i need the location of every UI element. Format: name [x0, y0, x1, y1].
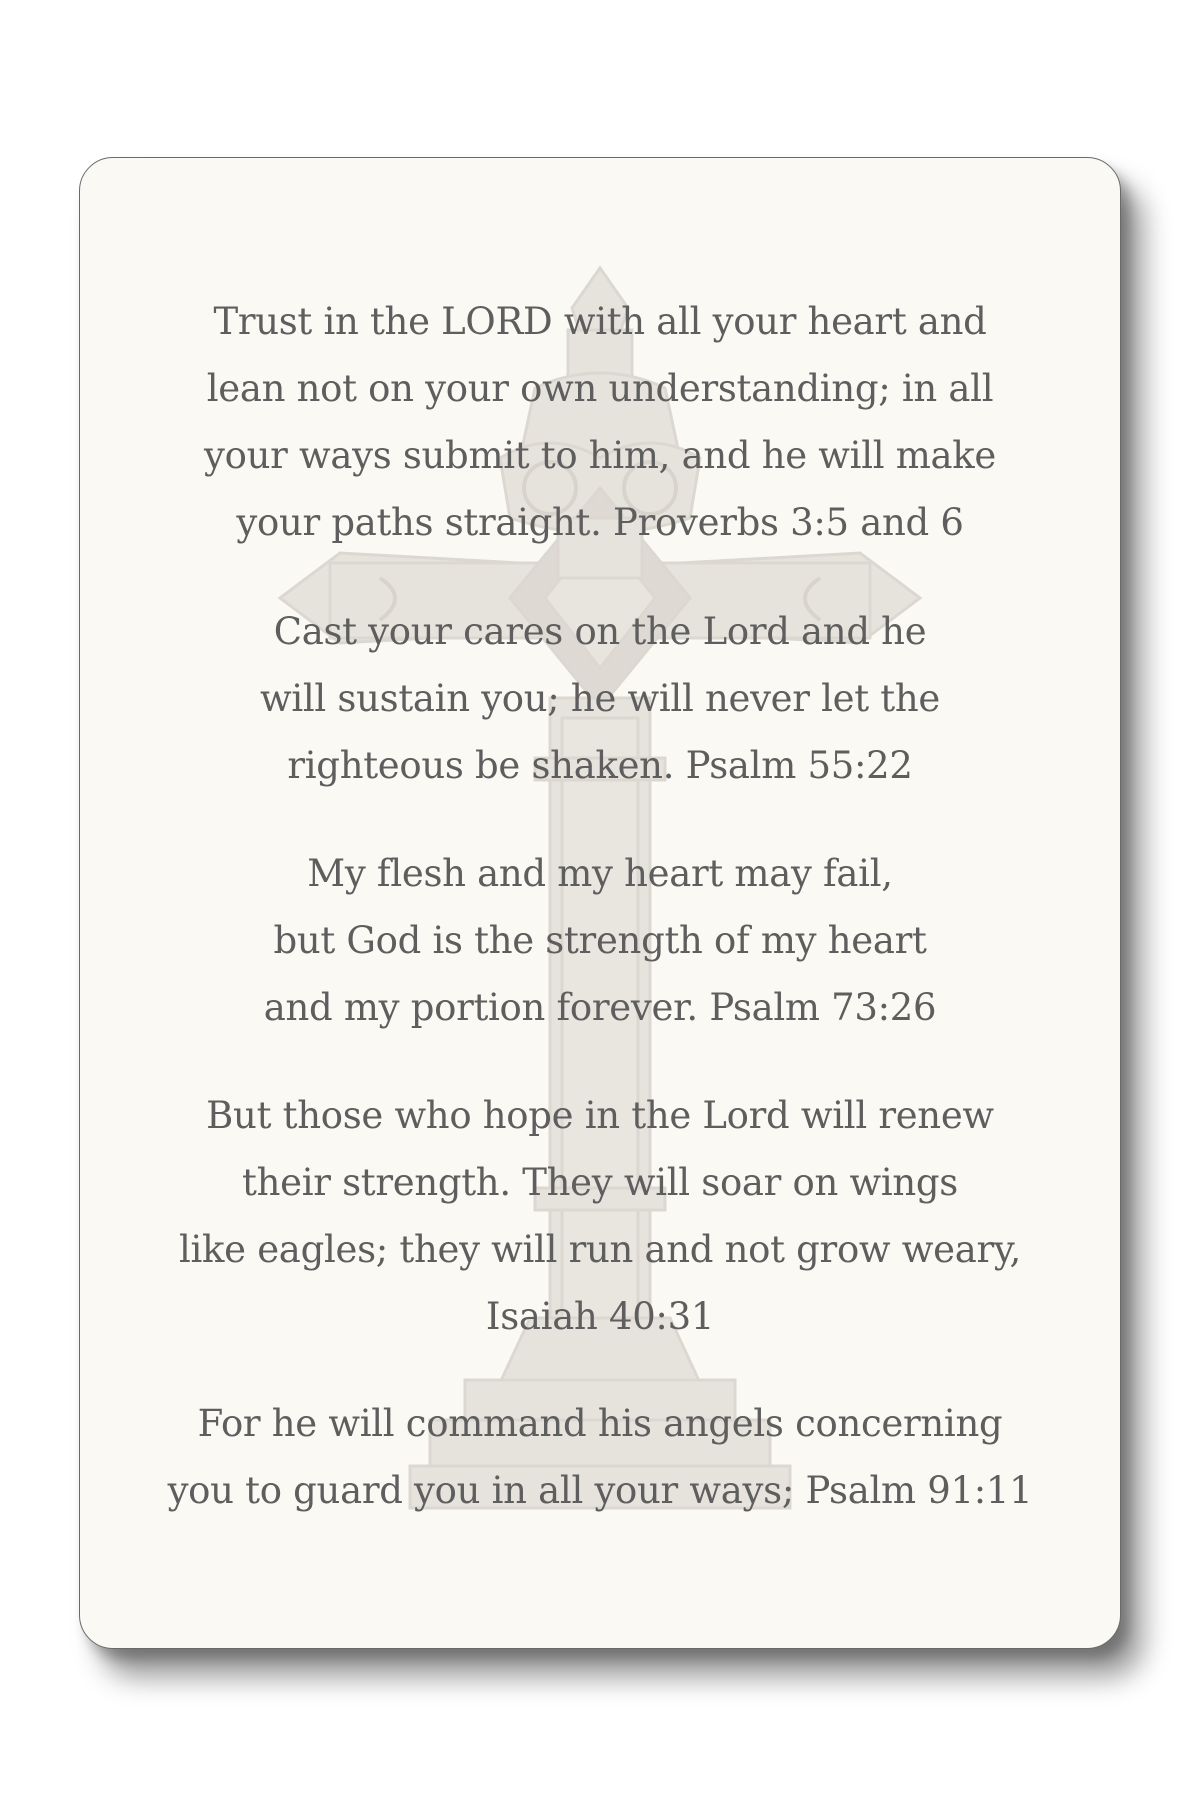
verse-psalm-73-26: My flesh and my heart may fail, but God is the strength of my heart and my portion forever. Psalm 73:26 [263, 852, 937, 1029]
verse-list [80, 158, 1120, 1648]
verse-psalm-91-11: For he will command his angels concerning you to guard you in all your ways; Psalm 91:11 [167, 1402, 1033, 1512]
verse-isaiah-40-31: But those who hope in the Lord will renew their strength. They will soar on wings like eagles; they will run and not grow weary, Isaiah 40:31 [178, 1094, 1022, 1338]
verse-card [79, 157, 1121, 1649]
verse-psalm-55-22: Cast your cares on the Lord and he will sustain you; he will never let the righteous be shaken. Psalm 55:22 [260, 610, 940, 787]
verse-proverbs-3-5-6: Trust in the LORD with all your heart and lean not on your own understanding; in all your ways submit to him, and he will make your paths straight. Proverbs 3:5 and 6 [204, 300, 996, 544]
